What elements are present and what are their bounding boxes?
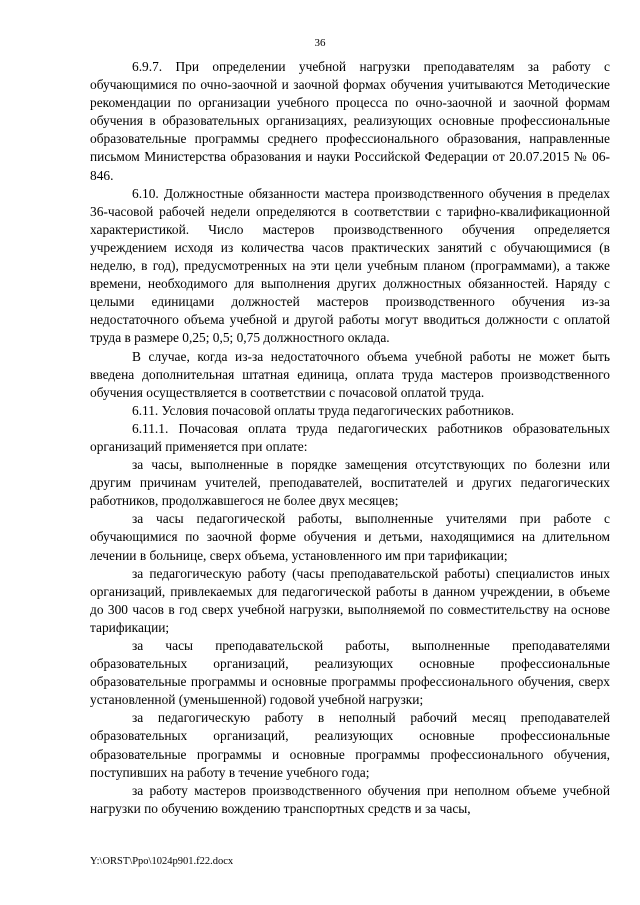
paragraph-6-9-7: 6.9.7. При определении учебной нагрузки преподавателям за работу с обучающимися по очно-заочной и заочной формах обучения учитываются Методические рекомендации по организации учебного процесса по очно-заочной и заочной формам обучения в образовательных организациях, реализующих основные профессиональные образовательные программы среднего профессионального образования, направленные письмом Министерства образования и науки Российской Федерации от 20.07.2015 № 06-846. bbox=[90, 59, 610, 183]
list-item-over-load: за часы преподавательской работы, выполненные преподавателями образовательных организаций, реализующих основные профессиональные образовательные программы и основные программы профессионального обучения, сверх установленной (уменьшенной) годовой учебной нагрузки; bbox=[90, 638, 610, 708]
paragraph-6-11-1: 6.11.1. Почасовая оплата труда педагогических работников образовательных организаций применяется при оплате: bbox=[90, 420, 610, 454]
paragraph-insufficient-volume: В случае, когда из-за недостаточного объема учебной работы не может быть введена дополнительная штатная единица, оплата труда мастеров производственного обучения осуществляется в соответствии с почасовой оплатой труда. bbox=[90, 348, 610, 400]
list-item-driving-instruction: за работу мастеров производственного обучения при неполном объеме учебной нагрузки по обучению вождению транспортных средств и за часы, bbox=[90, 782, 610, 816]
list-item-substitution: за часы, выполненные в порядке замещения отсутствующих по болезни или другим причинам учителей, преподавателей, воспитателей и других педагогических работников, продолжавшегося не более двух месяцев; bbox=[90, 457, 610, 509]
footer-file-path: Y:\ORST\Ppo\1024p901.f22.docx bbox=[90, 856, 234, 867]
list-item-correspondence: за часы педагогической работы, выполненные учителями при работе с обучающимися по заочной форме обучения и детьми, находящимися на длительном лечении в больнице, сверх объема, установленного им при тарификации; bbox=[90, 511, 610, 563]
list-item-external-specialists: за педагогическую работу (часы преподавательской работы) специалистов иных организаций, привлекаемых для педагогической работы в данном учреждении, в объеме до 300 часов в год сверх учебной нагрузки, выполняемой по совместительству на основе тарификации; bbox=[90, 565, 610, 635]
paragraph-6-10: 6.10. Должностные обязанности мастера производственного обучения в пределах 36-часовой рабочей недели определяются в соответствии с тарифно-квалификационной характеристикой. Число мастеров производственного обучения определяется учреждением исходя из количества часов практических занятий с обучающимися (в неделю, в год), предусмотренных на эти цели учебным планом (программами), а также времени, необходимого для выполнения других должностных обязанностей. Наряду с целыми единицами должностей мастеров производственного обучения из-за недостаточного объема учебной и другой работы могут вводиться должности с оплатой труда в размере 0,25; 0,5; 0,75 должностного оклада. bbox=[90, 185, 610, 346]
paragraph-6-11: 6.11. Условия почасовой оплаты труда педагогических работников. bbox=[132, 402, 515, 418]
list-item-partial-month: за педагогическую работу в неполный рабочий месяц преподавателей образовательных организаций, реализующих основные профессиональные образовательные программы и основные программы профессионального обучения, поступивших на работу в течение учебного года; bbox=[90, 710, 610, 780]
page-number: 36 bbox=[314, 37, 326, 49]
document-body bbox=[90, 58, 610, 818]
